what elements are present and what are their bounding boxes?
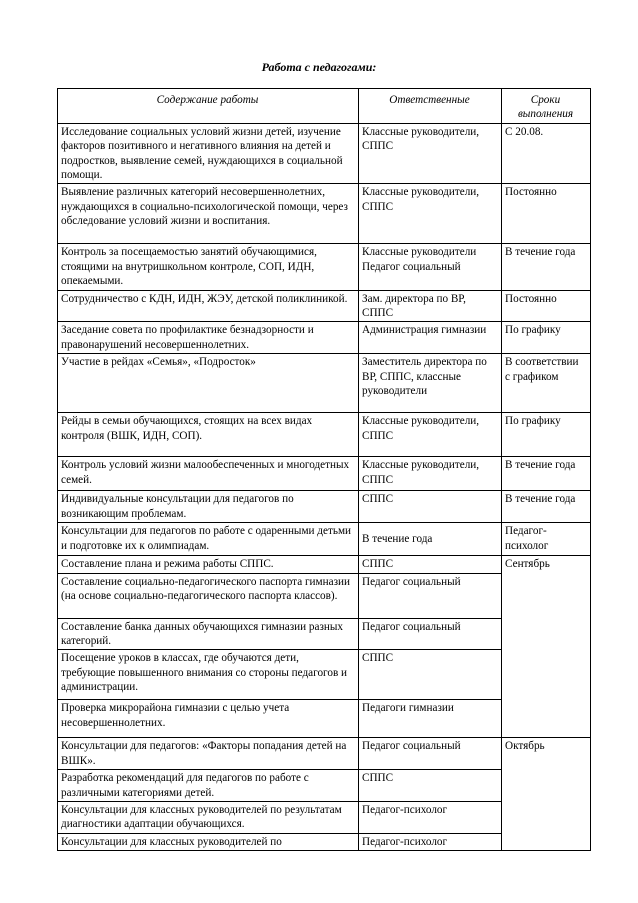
header-row [58, 89, 591, 124]
cell-content: Консультации для педагогов: «Факторы попадания детей на ВШК». [58, 738, 359, 770]
cell-responsible: Классные руководители, СППС [359, 457, 502, 491]
cell-deadline: Постоянно [502, 184, 591, 244]
table-row [58, 354, 591, 413]
cell-responsible: Педагог социальный [359, 573, 502, 618]
cell-deadline: Постоянно [502, 290, 591, 322]
page-title: Работа с педагогами: [261, 60, 377, 74]
cell-content: Выявление различных категорий несовершеннолетних, нуждающихся в социально-психологической помощи, через обследование условий жизни и воспитания. [58, 184, 359, 244]
cell-deadline: С 20.08. [502, 123, 591, 184]
cell-responsible: Заместитель директора по ВР, СППС, классные руководители [359, 354, 502, 413]
cell-responsible: Педагог-психолог [359, 833, 502, 850]
cell-responsible: СППС [359, 556, 502, 573]
cell-content: Разработка рекомендаций для педагогов по работе с различными категориями детей. [58, 770, 359, 802]
table-row [58, 556, 591, 573]
cell-deadline: В течение года [502, 491, 591, 523]
table-row [58, 290, 591, 322]
table-row [58, 413, 591, 457]
cell-content: Посещение уроков в классах, где обучаются дети, требующие повышенного внимания со стороны педагогов и администрации. [58, 650, 359, 700]
cell-responsible: Педагоги гимназии [359, 700, 502, 738]
cell-content: Составление социально-педагогического паспорта гимназии (на основе социально-педагогического паспорта классов). [58, 573, 359, 618]
table-row [58, 123, 591, 184]
header-content: Содержание работы [58, 89, 359, 124]
table-row [58, 491, 591, 523]
cell-content: Участие в рейдах «Семья», «Подросток» [58, 354, 359, 413]
cell-content: Консультации для педагогов по работе с одаренными детьми и подготовке их к олимпиадам. [58, 523, 359, 556]
table-row [58, 184, 591, 244]
table-row [58, 738, 591, 770]
header-responsible: Ответственные [359, 89, 502, 124]
cell-responsible: Классные руководители, СППС [359, 413, 502, 457]
table-row [58, 523, 591, 556]
cell-deadline: В течение года [502, 457, 591, 491]
cell-responsible: Педагог социальный [359, 618, 502, 650]
cell-responsible: Классные руководители, СППС [359, 184, 502, 244]
cell-responsible: СППС [359, 770, 502, 802]
cell-content: Контроль условий жизни малообеспеченных и многодетных семей. [58, 457, 359, 491]
table-row [58, 457, 591, 491]
cell-content: Проверка микрорайона гимназии с целью учета несовершеннолетних. [58, 700, 359, 738]
cell-content: Контроль за посещаемостью занятий обучающимися, стоящими на внутришкольном контроле, СОП, ИДН, опекаемыми. [58, 244, 359, 290]
cell-deadline: В течение года [502, 244, 591, 290]
cell-content: Исследование социальных условий жизни детей, изучение факторов позитивного и негативного влияния на детей и подростков, выявление семей, нуждающихся в социальной помощи. [58, 123, 359, 184]
header-deadline: Сроки выполнения [502, 89, 591, 124]
cell-deadline: В соответствии с графиком [502, 354, 591, 413]
cell-content: Консультации для классных руководителей по результатам диагностики адаптации обучающихся. [58, 801, 359, 833]
cell-responsible: Классные руководители, СППС [359, 123, 502, 184]
cell-content: Сотрудничество с КДН, ИДН, ЖЭУ, детской поликлиникой. [58, 290, 359, 322]
cell-responsible: СППС [359, 650, 502, 700]
cell-responsible: СППС [359, 491, 502, 523]
cell-content: Составление банка данных обучающихся гимназии разных категорий. [58, 618, 359, 650]
cell-deadline: По графику [502, 413, 591, 457]
cell-content: Рейды в семьи обучающихся, стоящих на всех видах контроля (ВШК, ИДН, СОП). [58, 413, 359, 457]
cell-responsible: Педагог-психолог [359, 801, 502, 833]
cell-responsible: Администрация гимназии [359, 322, 502, 354]
table-row [58, 244, 591, 290]
cell-content: Консультации для классных руководителей по [58, 833, 359, 850]
cell-content: Заседание совета по профилактике безнадзорности и правонарушений несовершеннолетних. [58, 322, 359, 354]
cell-deadline: Октябрь [502, 738, 591, 851]
cell-responsible: Зам. директора по ВР, СППС [359, 290, 502, 322]
cell-content: Индивидуальные консультации для педагогов по возникающим проблемам. [58, 491, 359, 523]
cell-deadline: По графику [502, 322, 591, 354]
cell-responsible: В течение года [359, 523, 502, 556]
work-plan-table [57, 88, 591, 851]
cell-responsible: Педагог социальный [359, 738, 502, 770]
table-row [58, 322, 591, 354]
cell-responsible: Классные руководители Педагог социальный [359, 244, 502, 290]
cell-content: Составление плана и режима работы СППС. [58, 556, 359, 573]
cell-deadline: Сентябрь [502, 556, 591, 738]
cell-deadline: Педагог-психолог [502, 523, 591, 556]
